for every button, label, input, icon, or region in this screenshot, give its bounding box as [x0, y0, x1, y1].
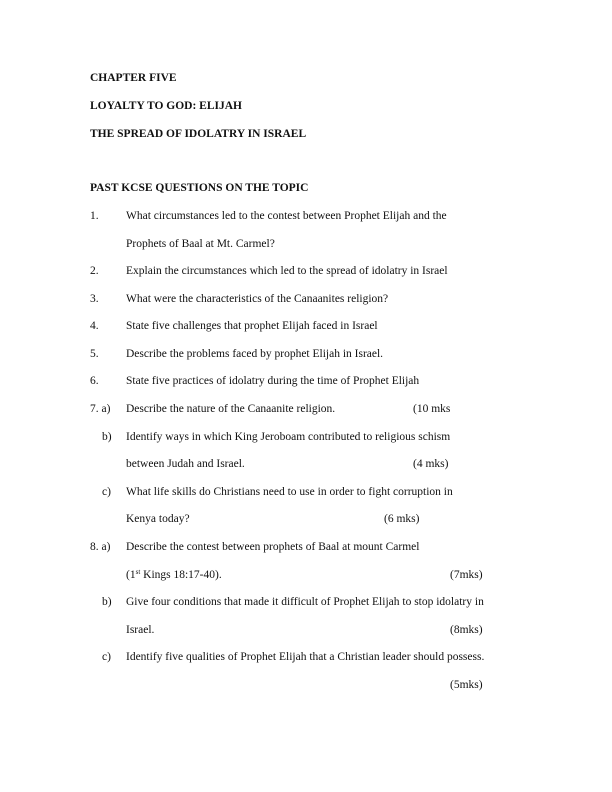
question-text: Describe the problems faced by prophet Elijah in Israel. [126, 348, 384, 360]
question-number: 4. [90, 320, 99, 332]
subtopic-heading: THE SPREAD OF IDOLATRY IN ISRAEL [90, 128, 307, 140]
question-text: Prophets of Baal at Mt. Carmel? [126, 238, 275, 250]
section-heading: PAST KCSE QUESTIONS ON THE TOPIC [90, 182, 309, 194]
question-number: 5. [90, 348, 99, 360]
question-number: b) [102, 596, 112, 608]
topic-heading: LOYALTY TO GOD: ELIJAH [90, 100, 242, 112]
question-text: Describe the contest between prophets of Baal at mount Carmel [126, 541, 420, 553]
question-number: b) [102, 431, 112, 443]
question-text: Give four conditions that made it difficult of Prophet Elijah to stop idolatry in [126, 596, 484, 608]
question-number: 6. [90, 375, 99, 387]
marks-label: (4 mks) [413, 458, 449, 470]
question-text: Describe the nature of the Canaanite religion. [126, 403, 336, 415]
question-text: What were the characteristics of the Canaanites religion? [126, 293, 389, 305]
question-number: c) [102, 486, 111, 498]
question-text: between Judah and Israel. [126, 458, 245, 470]
marks-label: (7mks) [450, 569, 483, 581]
question-number: 3. [90, 293, 99, 305]
question-text: Explain the circumstances which led to the spread of idolatry in Israel [126, 265, 448, 277]
question-text: What circumstances led to the contest between Prophet Elijah and the [126, 210, 447, 222]
marks-label: (5mks) [450, 679, 483, 691]
question-text: What life skills do Christians need to use in order to fight corruption in [126, 486, 453, 498]
question-text: State five challenges that prophet Elijah faced in Israel [126, 320, 378, 332]
question-number: 8. a) [90, 541, 111, 553]
question-text: Israel. [126, 624, 155, 636]
question-number: 1. [90, 210, 99, 222]
marks-label: (10 mks [413, 403, 451, 415]
marks-label: (8mks) [450, 624, 483, 636]
question-text: Identify five qualities of Prophet Elijah that a Christian leader should possess. [126, 651, 485, 663]
question-number: 7. a) [90, 403, 111, 415]
question-text: Kenya today? [126, 513, 190, 525]
question-number: c) [102, 651, 111, 663]
question-number: 2. [90, 265, 99, 277]
marks-label: (6 mks) [384, 513, 420, 525]
chapter-heading: CHAPTER FIVE [90, 72, 177, 84]
question-text: State five practices of idolatry during the time of Prophet Elijah [126, 375, 420, 387]
question-text: Identify ways in which King Jeroboam contributed to religious schism [126, 431, 451, 443]
scripture-reference: (1st Kings 18:17-40). [126, 568, 222, 581]
